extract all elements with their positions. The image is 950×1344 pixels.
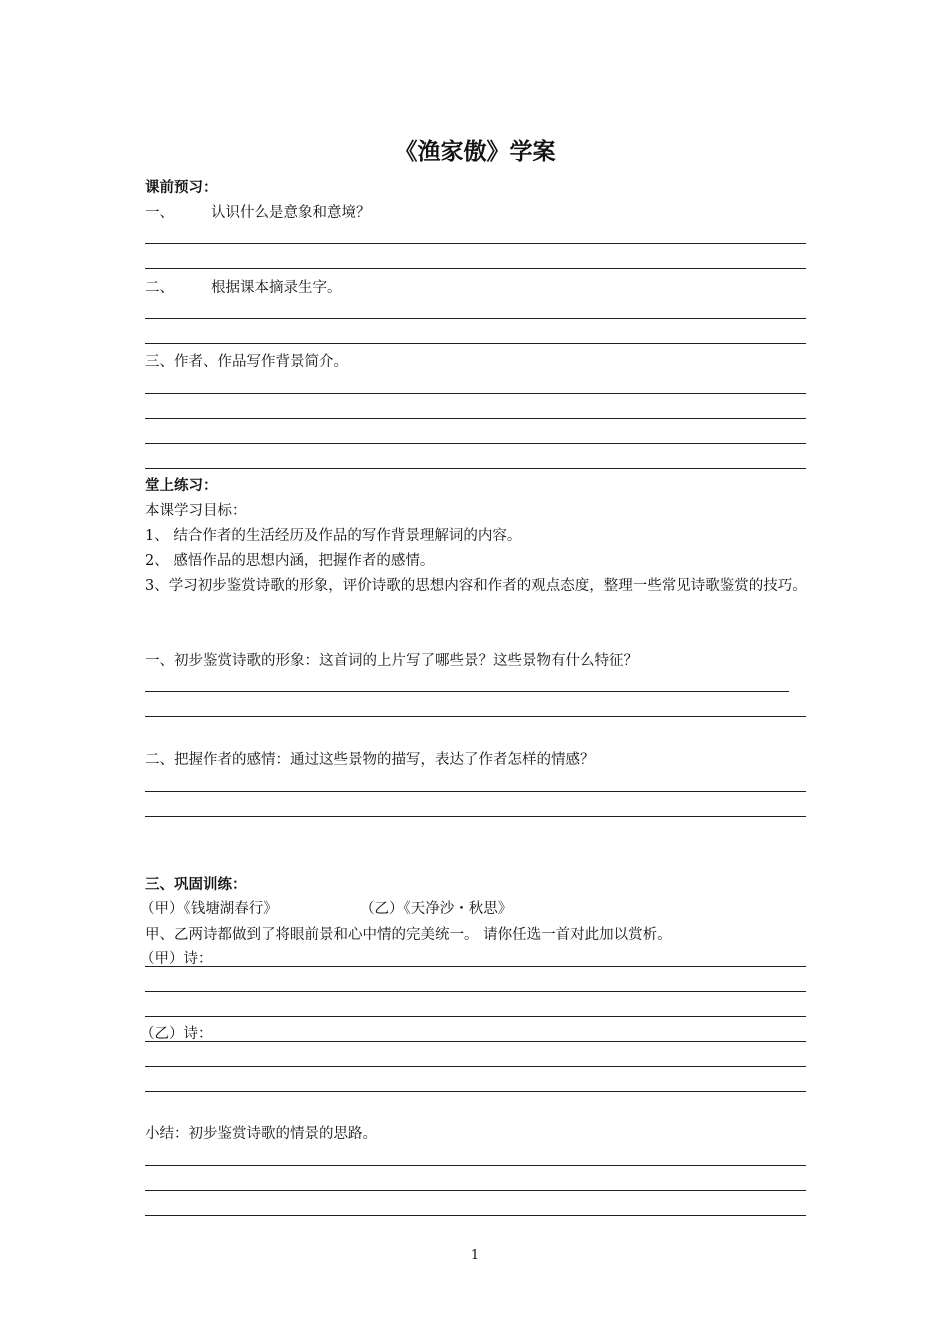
answer-line [145, 1215, 806, 1216]
answer-line [145, 1041, 806, 1042]
answer-line [145, 1091, 806, 1092]
answer-line [145, 393, 806, 394]
poem-title-a: （甲）《钱塘湖春行》 [140, 901, 278, 917]
answer-line [145, 1016, 806, 1017]
poem-title-b: （乙）《天净沙・秋思》 [360, 901, 513, 917]
answer-label-a: （甲）诗： [140, 951, 213, 967]
answer-line [145, 343, 806, 344]
answer-line [145, 1066, 806, 1067]
section-heading-preview: 课前预习： [145, 180, 218, 196]
summary-text: 小结：初步鉴赏诗歌的情景的思路。 [145, 1126, 377, 1142]
instruction-text: 甲、乙两诗都做到了将眼前景和心中情的完美统一。 请你任选一首对此加以赏析。 [145, 927, 672, 943]
answer-line [145, 966, 806, 967]
question-number: 二、 [145, 280, 174, 296]
goal-item: 3、学习初步鉴赏诗歌的形象，评价诗歌的思想内容和作者的观点态度，整理一些常见诗歌鉴赏的技巧。 [145, 578, 807, 594]
question-text: 二、把握作者的感情：通过这些景物的描写，表达了作者怎样的情感？ [145, 752, 595, 768]
answer-line [145, 1165, 806, 1166]
answer-line [145, 418, 806, 419]
answer-line [145, 791, 806, 792]
answer-line [145, 268, 806, 269]
answer-line [145, 816, 806, 817]
answer-line [145, 318, 806, 319]
answer-line [145, 716, 806, 717]
answer-line [145, 243, 806, 244]
answer-line [145, 443, 806, 444]
goal-item: 1、 结合作者的生活经历及作品的写作背景理解词的内容。 [145, 528, 522, 544]
question-number: 一、 [145, 205, 174, 221]
question-text: 认识什么是意象和意境？ [211, 205, 371, 221]
answer-line [145, 1190, 806, 1191]
answer-label-b: （乙）诗： [140, 1026, 213, 1042]
section-heading-practice: 堂上练习： [145, 478, 218, 494]
answer-line [145, 468, 806, 469]
question-text: 一、初步鉴赏诗歌的形象：这首词的上片写了哪些景？这些景物有什么特征？ [145, 653, 638, 669]
question-text: 三、作者、作品写作背景简介。 [145, 354, 348, 370]
answer-line [145, 691, 789, 692]
goal-intro: 本课学习目标： [145, 503, 247, 519]
goal-item: 2、 感悟作品的思想内涵，把握作者的感情。 [145, 553, 435, 569]
page-title: 《渔家傲》学案 [394, 139, 556, 165]
answer-line [145, 991, 806, 992]
page-number: 1 [470, 1248, 480, 1263]
question-text: 根据课本摘录生字。 [211, 280, 342, 296]
section-heading-consolidate: 三、巩固训练： [145, 877, 247, 893]
